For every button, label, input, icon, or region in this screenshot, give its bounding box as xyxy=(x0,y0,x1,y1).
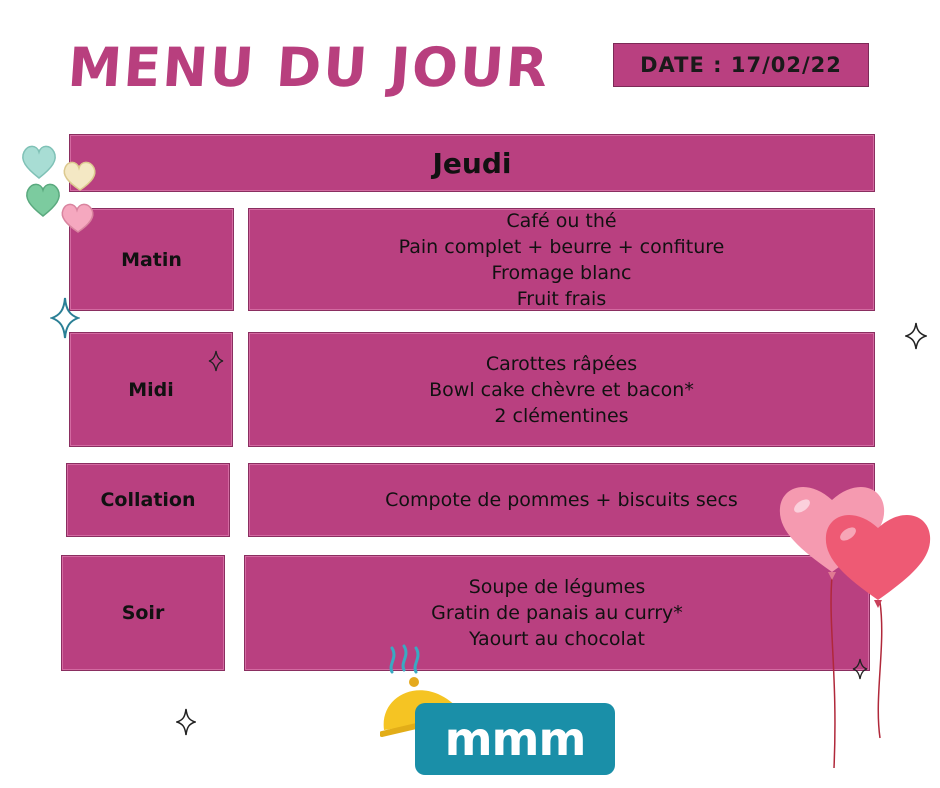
menu-item: Gratin de panais au curry* xyxy=(431,602,683,624)
candy-hearts-icon xyxy=(18,140,104,236)
menu-item: Fruit frais xyxy=(516,287,607,310)
logo-text: mmm xyxy=(444,712,586,766)
meal-label-box-soir xyxy=(61,555,225,671)
meal-content-matin xyxy=(248,208,875,311)
meal-label-midi: Midi xyxy=(128,378,174,401)
heart-balloons-icon xyxy=(776,476,936,772)
menu-item: Soupe de légumes xyxy=(468,576,646,598)
menu-item: Yaourt au chocolat xyxy=(469,628,645,650)
menu-item: 2 clémentines xyxy=(494,404,629,427)
menu-item: Café ou thé xyxy=(506,209,617,232)
date-badge xyxy=(613,43,869,87)
mmm-logo xyxy=(415,703,615,775)
sparkle-icon xyxy=(905,322,927,350)
menu-item: Pain complet + beurre + confiture xyxy=(398,235,725,258)
meal-label-collation: Collation xyxy=(100,489,196,511)
day-header xyxy=(69,134,875,192)
meal-content-midi xyxy=(248,332,875,447)
sparkle-icon xyxy=(50,296,80,340)
sparkle-icon xyxy=(176,708,196,736)
menu-item: Fromage blanc xyxy=(491,261,632,284)
day-label: Jeudi xyxy=(432,146,512,180)
page-title: MENU DU JOUR xyxy=(65,36,552,99)
menu-item: Compote de pommes + biscuits secs xyxy=(385,489,738,511)
menu-item: Bowl cake chèvre et bacon* xyxy=(429,378,694,401)
sparkle-icon xyxy=(208,350,224,372)
menu-item: Carottes râpées xyxy=(485,352,638,375)
meal-label-soir: Soir xyxy=(121,602,165,624)
meal-label-box-collation xyxy=(66,463,230,537)
date-text: DATE : 17/02/22 xyxy=(640,53,842,77)
meal-label-matin: Matin xyxy=(121,248,182,271)
